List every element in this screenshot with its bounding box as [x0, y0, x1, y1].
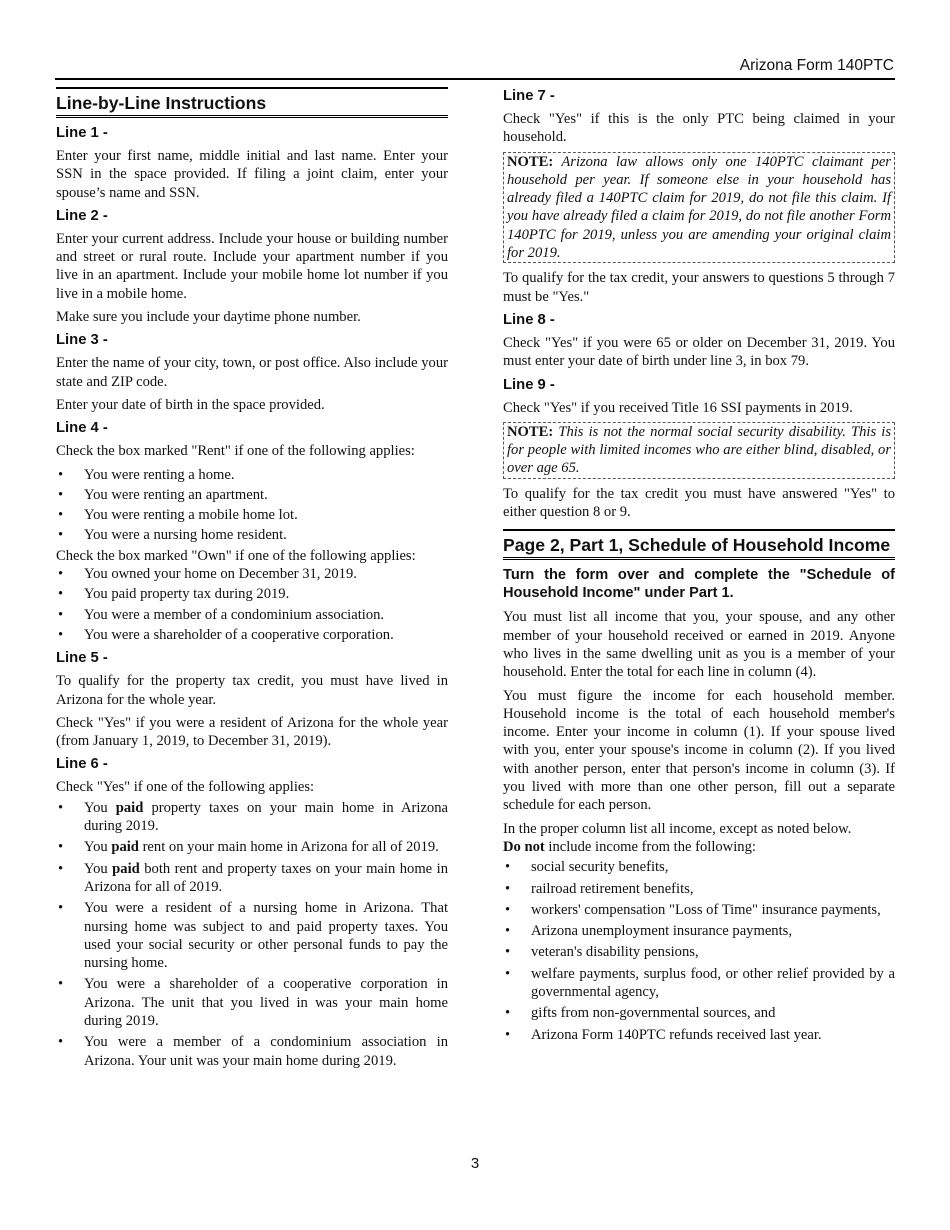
line-1-heading: Line 1 -	[56, 125, 108, 141]
note-box-line-7	[503, 152, 895, 264]
note-box-line-9	[503, 422, 895, 479]
list-item-text: property taxes on your main home in Arizona during 2019.	[84, 799, 448, 835]
note-label: NOTE:	[507, 153, 554, 170]
list-item: • You were a member of a condominium association in Arizona. Your unit was your main home during 2019.	[56, 1033, 448, 1070]
list-item-text: You	[84, 860, 113, 877]
line-2-text: Enter your current address. Include your house or building number and street or rural route. Include your apartment number if you live in an apartment. Include your mobile home lot number if you live in a mobile home.	[56, 230, 448, 302]
page-2-subheading: Turn the form over and complete the "Schedule of Household Income" under Part 1.	[503, 567, 895, 602]
list-item-text: both rent and property taxes on your main home in Arizona for all of 2019.	[84, 860, 448, 895]
line-9-heading: Line 9 -	[503, 376, 555, 393]
list-item: • You owned your home on December 31, 2019.	[56, 565, 448, 583]
page-2-paragraph-2: You must figure the income for each household member. Household income is the total of each household member's income. Enter your income in column (1). If your spouse lived with you, enter your spouse's income in column (2). If you lived with another person, enter that person's income in column (3). If you lived with more than one other person, fill out a separate schedule for each person.	[503, 687, 895, 814]
note-text: Arizona law allows only one 140PTC claimant per household per year. If someone else in your household has already filed a 140PTC claim for 2019, do not file this claim. If you have already filed a claim for 2019, do not file another Form 140PTC for 2019, unless you are amending your original claim for 2019.	[507, 153, 891, 262]
list-item: • social security benefits,	[503, 858, 895, 876]
section-title-page-2: Page 2, Part 1, Schedule of Household Income	[503, 529, 895, 560]
list-item	[56, 838, 448, 856]
list-item: • You were renting a home.	[56, 466, 448, 484]
bold-paid: paid	[115, 799, 144, 816]
line-4-rent-list	[56, 466, 448, 545]
excluded-income-list	[503, 858, 895, 1044]
line-6-intro: Check "Yes" if one of the following applies:	[56, 779, 315, 796]
list-item: • You were renting an apartment.	[56, 486, 448, 504]
bold-do-not: Do not	[503, 838, 545, 855]
line-9-qualify-text: To qualify for the tax credit you must have answered "Yes" to either question 8 or 9.	[503, 485, 895, 521]
line-8-text: Check "Yes" if you were 65 or older on December 31, 2019. You must enter your date of birth under line 3, in box 79.	[503, 334, 895, 370]
line-6-heading: Line 6 -	[56, 756, 108, 773]
list-item: • You paid property tax during 2019.	[56, 585, 448, 603]
list-item: • railroad retirement benefits,	[503, 880, 895, 898]
line-6-list	[56, 799, 448, 1070]
paragraph-text: In the proper column list all income, except as noted below.	[503, 820, 852, 837]
header-rule	[55, 78, 895, 80]
list-item	[56, 799, 448, 836]
form-title: Arizona Form 140PTC	[739, 57, 894, 74]
page-2-paragraph-1: You must list all income that you, your spouse, and any other member of your household received or earned in 2019. Anyone who lives in the same dwelling unit as you is a member of your household. Enter the total for each line in column (4).	[503, 609, 895, 681]
line-4-heading: Line 4 -	[56, 420, 108, 437]
left-column	[56, 87, 448, 1075]
line-8-heading: Line 8 -	[503, 311, 555, 328]
line-7-heading: Line 7 -	[503, 88, 555, 104]
line-7-qualify-text: To qualify for the tax credit, your answers to questions 5 through 7 must be "Yes."	[503, 270, 895, 305]
list-item: • You were renting a mobile home lot.	[56, 506, 448, 524]
paragraph-text: include income from the following:	[544, 838, 756, 855]
list-item-text: rent on your main home in Arizona for all of 2019.	[138, 839, 439, 856]
note-text: This is not the normal social security disability. This is for people with limited incomes who are either blind, disabled, or over age 65.	[507, 423, 891, 477]
line-9-text: Check "Yes" if you received Title 16 SSI payments in 2019.	[503, 399, 853, 416]
list-item: • Arizona unemployment insurance payments,	[503, 922, 895, 940]
section-title-line-by-line: Line-by-Line Instructions	[56, 87, 448, 118]
line-5-text-resident: Check "Yes" if you were a resident of Arizona for the whole year (from January 1, 2019, to December 31, 2019).	[56, 714, 448, 750]
line-3-text: Enter the name of your city, town, or post office. Also include your state and ZIP code.	[56, 355, 448, 390]
line-2-text-phone: Make sure you include your daytime phone number.	[56, 309, 361, 326]
line-5-text: To qualify for the property tax credit, you must have lived in Arizona for the whole year.	[56, 673, 448, 708]
line-4-own-intro: Check the box marked "Own" if one of the following applies:	[56, 547, 416, 564]
list-item: • welfare payments, surplus food, or other relief provided by a governmental agency,	[503, 965, 895, 1002]
page-2-paragraph-3	[503, 820, 895, 857]
line-2-heading: Line 2 -	[56, 207, 108, 224]
line-5-heading: Line 5 -	[56, 650, 108, 667]
list-item: • veteran's disability pensions,	[503, 943, 895, 961]
bold-paid: paid	[111, 839, 139, 856]
line-3-heading: Line 3 -	[56, 332, 108, 349]
right-column	[503, 87, 895, 1049]
list-item: • workers' compensation "Loss of Time" insurance payments,	[503, 901, 895, 919]
list-item: • You were a shareholder of a cooperative corporation.	[56, 626, 448, 644]
list-item	[56, 860, 448, 897]
list-item: • Arizona Form 140PTC refunds received last year.	[503, 1026, 895, 1044]
bold-paid: paid	[112, 860, 140, 877]
list-item: • You were a nursing home resident.	[56, 526, 448, 544]
list-item: • gifts from non-governmental sources, and	[503, 1004, 895, 1022]
list-item: • You were a shareholder of a cooperative corporation in Arizona. The unit that you lived in was your main home during 2019.	[56, 975, 448, 1030]
list-item-text: You	[84, 799, 116, 816]
list-item: • You were a member of a condominium association.	[56, 606, 448, 624]
line-4-rent-intro: Check the box marked "Rent" if one of the following applies:	[56, 443, 415, 460]
note-label: NOTE:	[507, 423, 554, 440]
line-4-own-list	[56, 565, 448, 644]
line-1-text: Enter your first name, middle initial and last name. Enter your SSN in the space provided. If filing a joint claim, enter your spouse’s name and SSN.	[56, 148, 448, 201]
page-number: 3	[470, 1155, 480, 1172]
line-3-text-birth: Enter your date of birth in the space provided.	[56, 396, 325, 413]
line-7-text: Check "Yes" if this is the only PTC being claimed in your household.	[503, 111, 895, 146]
list-item: • You were a resident of a nursing home in Arizona. That nursing home was subject to and paid property taxes. You used your social security or other personal funds to pay the nursing home.	[56, 899, 448, 972]
list-item-text: You	[84, 839, 112, 856]
